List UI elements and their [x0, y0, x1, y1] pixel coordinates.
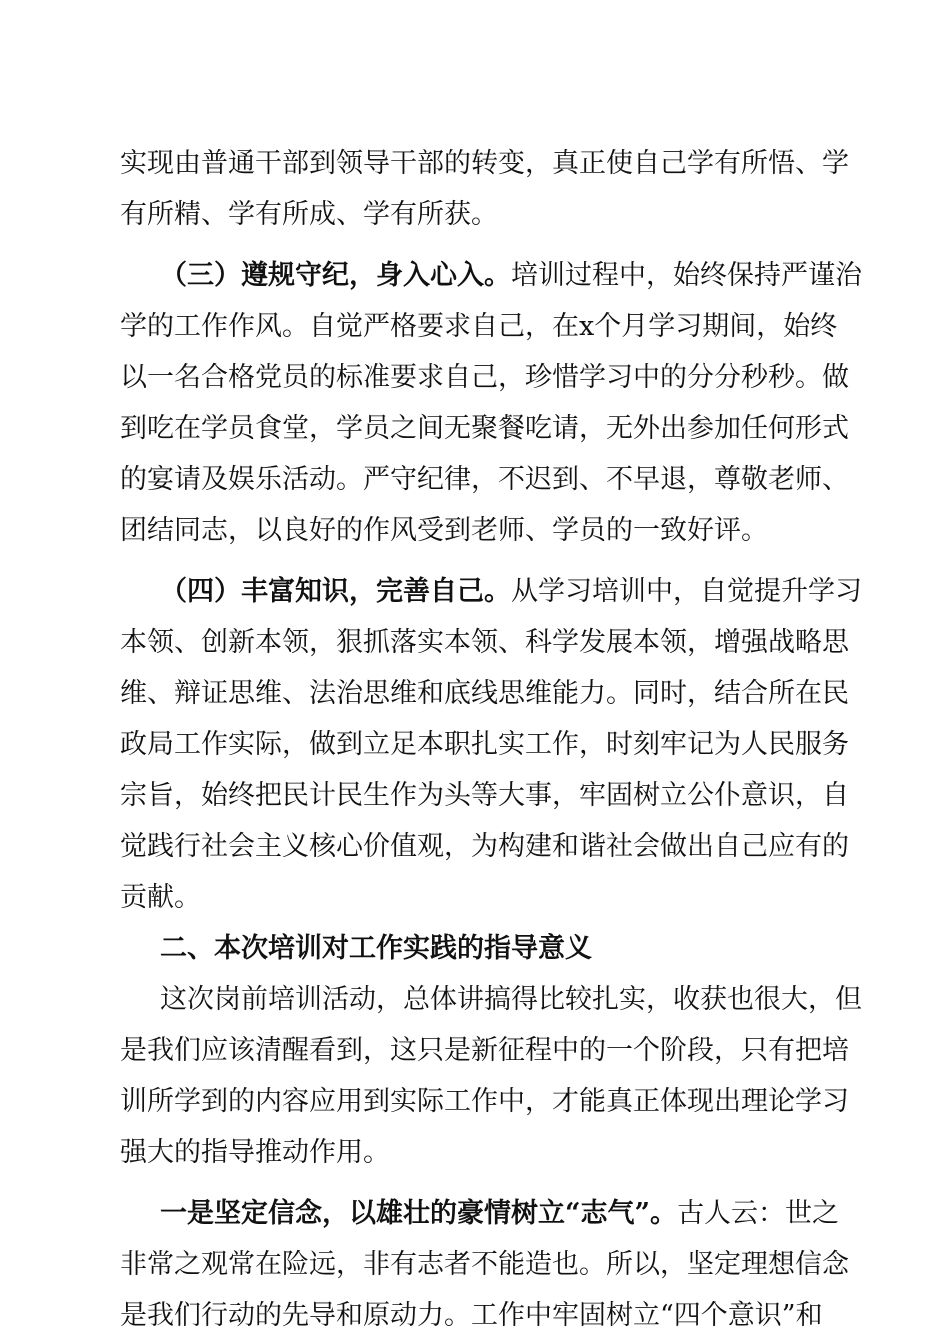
section-lead: 一是坚定信念，以雄壮的豪情树立“志气”。	[160, 1198, 678, 1229]
paragraph-line: 这次岗前培训活动，总体讲搞得比较扎实，收获也很大，但	[160, 984, 862, 1015]
section-lead: （三）遵规守纪，身入心入。	[160, 260, 511, 291]
section-heading: 二、本次培训对工作实践的指导意义	[160, 933, 592, 964]
paragraph-line: 维、辩证思维、法治思维和底线思维能力。同时，结合所在民	[120, 678, 849, 709]
paragraph-line: （三）遵规守纪，身入心入。培训过程中，始终保持严谨治	[160, 260, 862, 291]
paragraph-line: 本领、创新本领，狠抓落实本领、科学发展本领，增强战略思	[120, 627, 849, 658]
document-body	[120, 138, 862, 1341]
paragraph-line: 政局工作实际，做到立足本职扎实工作，时刻牢记为人民服务	[120, 729, 849, 760]
paragraph-line: 觉践行社会主义核心价值观，为构建和谐社会做出自己应有的	[120, 831, 849, 862]
paragraph-line: 团结同志，以良好的作风受到老师、学员的一致好评。	[120, 515, 768, 546]
paragraph-line: 一是坚定信念，以雄壮的豪情树立“志气”。古人云：世之	[160, 1198, 840, 1229]
paragraph-line: 是我们应该清醒看到，这只是新征程中的一个阶段，只有把培	[120, 1035, 849, 1066]
paragraph-line: （四）丰富知识，完善自己。从学习培训中，自觉提升学习	[160, 576, 862, 607]
paragraph-line: 贡献。	[120, 882, 201, 913]
paragraph-line: 有所精、学有所成、学有所获。	[120, 199, 498, 230]
section-lead: （四）丰富知识，完善自己。	[160, 576, 511, 607]
paragraph-line: 是我们行动的先导和原动力。工作中牢固树立“四个意识”和	[120, 1300, 823, 1331]
paragraph-line: 非常之观常在险远，非有志者不能造也。所以，坚定理想信念	[120, 1249, 849, 1280]
paragraph-line: 以一名合格党员的标准要求自己，珍惜学习中的分分秒秒。做	[120, 362, 849, 393]
paragraph-line: 宗旨，始终把民计民生作为头等大事，牢固树立公仆意识，自	[120, 780, 849, 811]
paragraph-line: 强大的指导推动作用。	[120, 1137, 390, 1168]
paragraph-line: 到吃在学员食堂，学员之间无聚餐吃请，无外出参加任何形式	[120, 413, 849, 444]
paragraph-line: 实现由普通干部到领导干部的转变，真正使自己学有所悟、学	[120, 148, 849, 179]
paragraph-line: 的宴请及娱乐活动。严守纪律，不迟到、不早退，尊敬老师、	[120, 464, 849, 495]
paragraph-line: 训所学到的内容应用到实际工作中，才能真正体现出理论学习	[120, 1086, 849, 1117]
paragraph-line: 学的工作作风。自觉严格要求自己，在x个月学习期间，始终	[120, 311, 838, 342]
